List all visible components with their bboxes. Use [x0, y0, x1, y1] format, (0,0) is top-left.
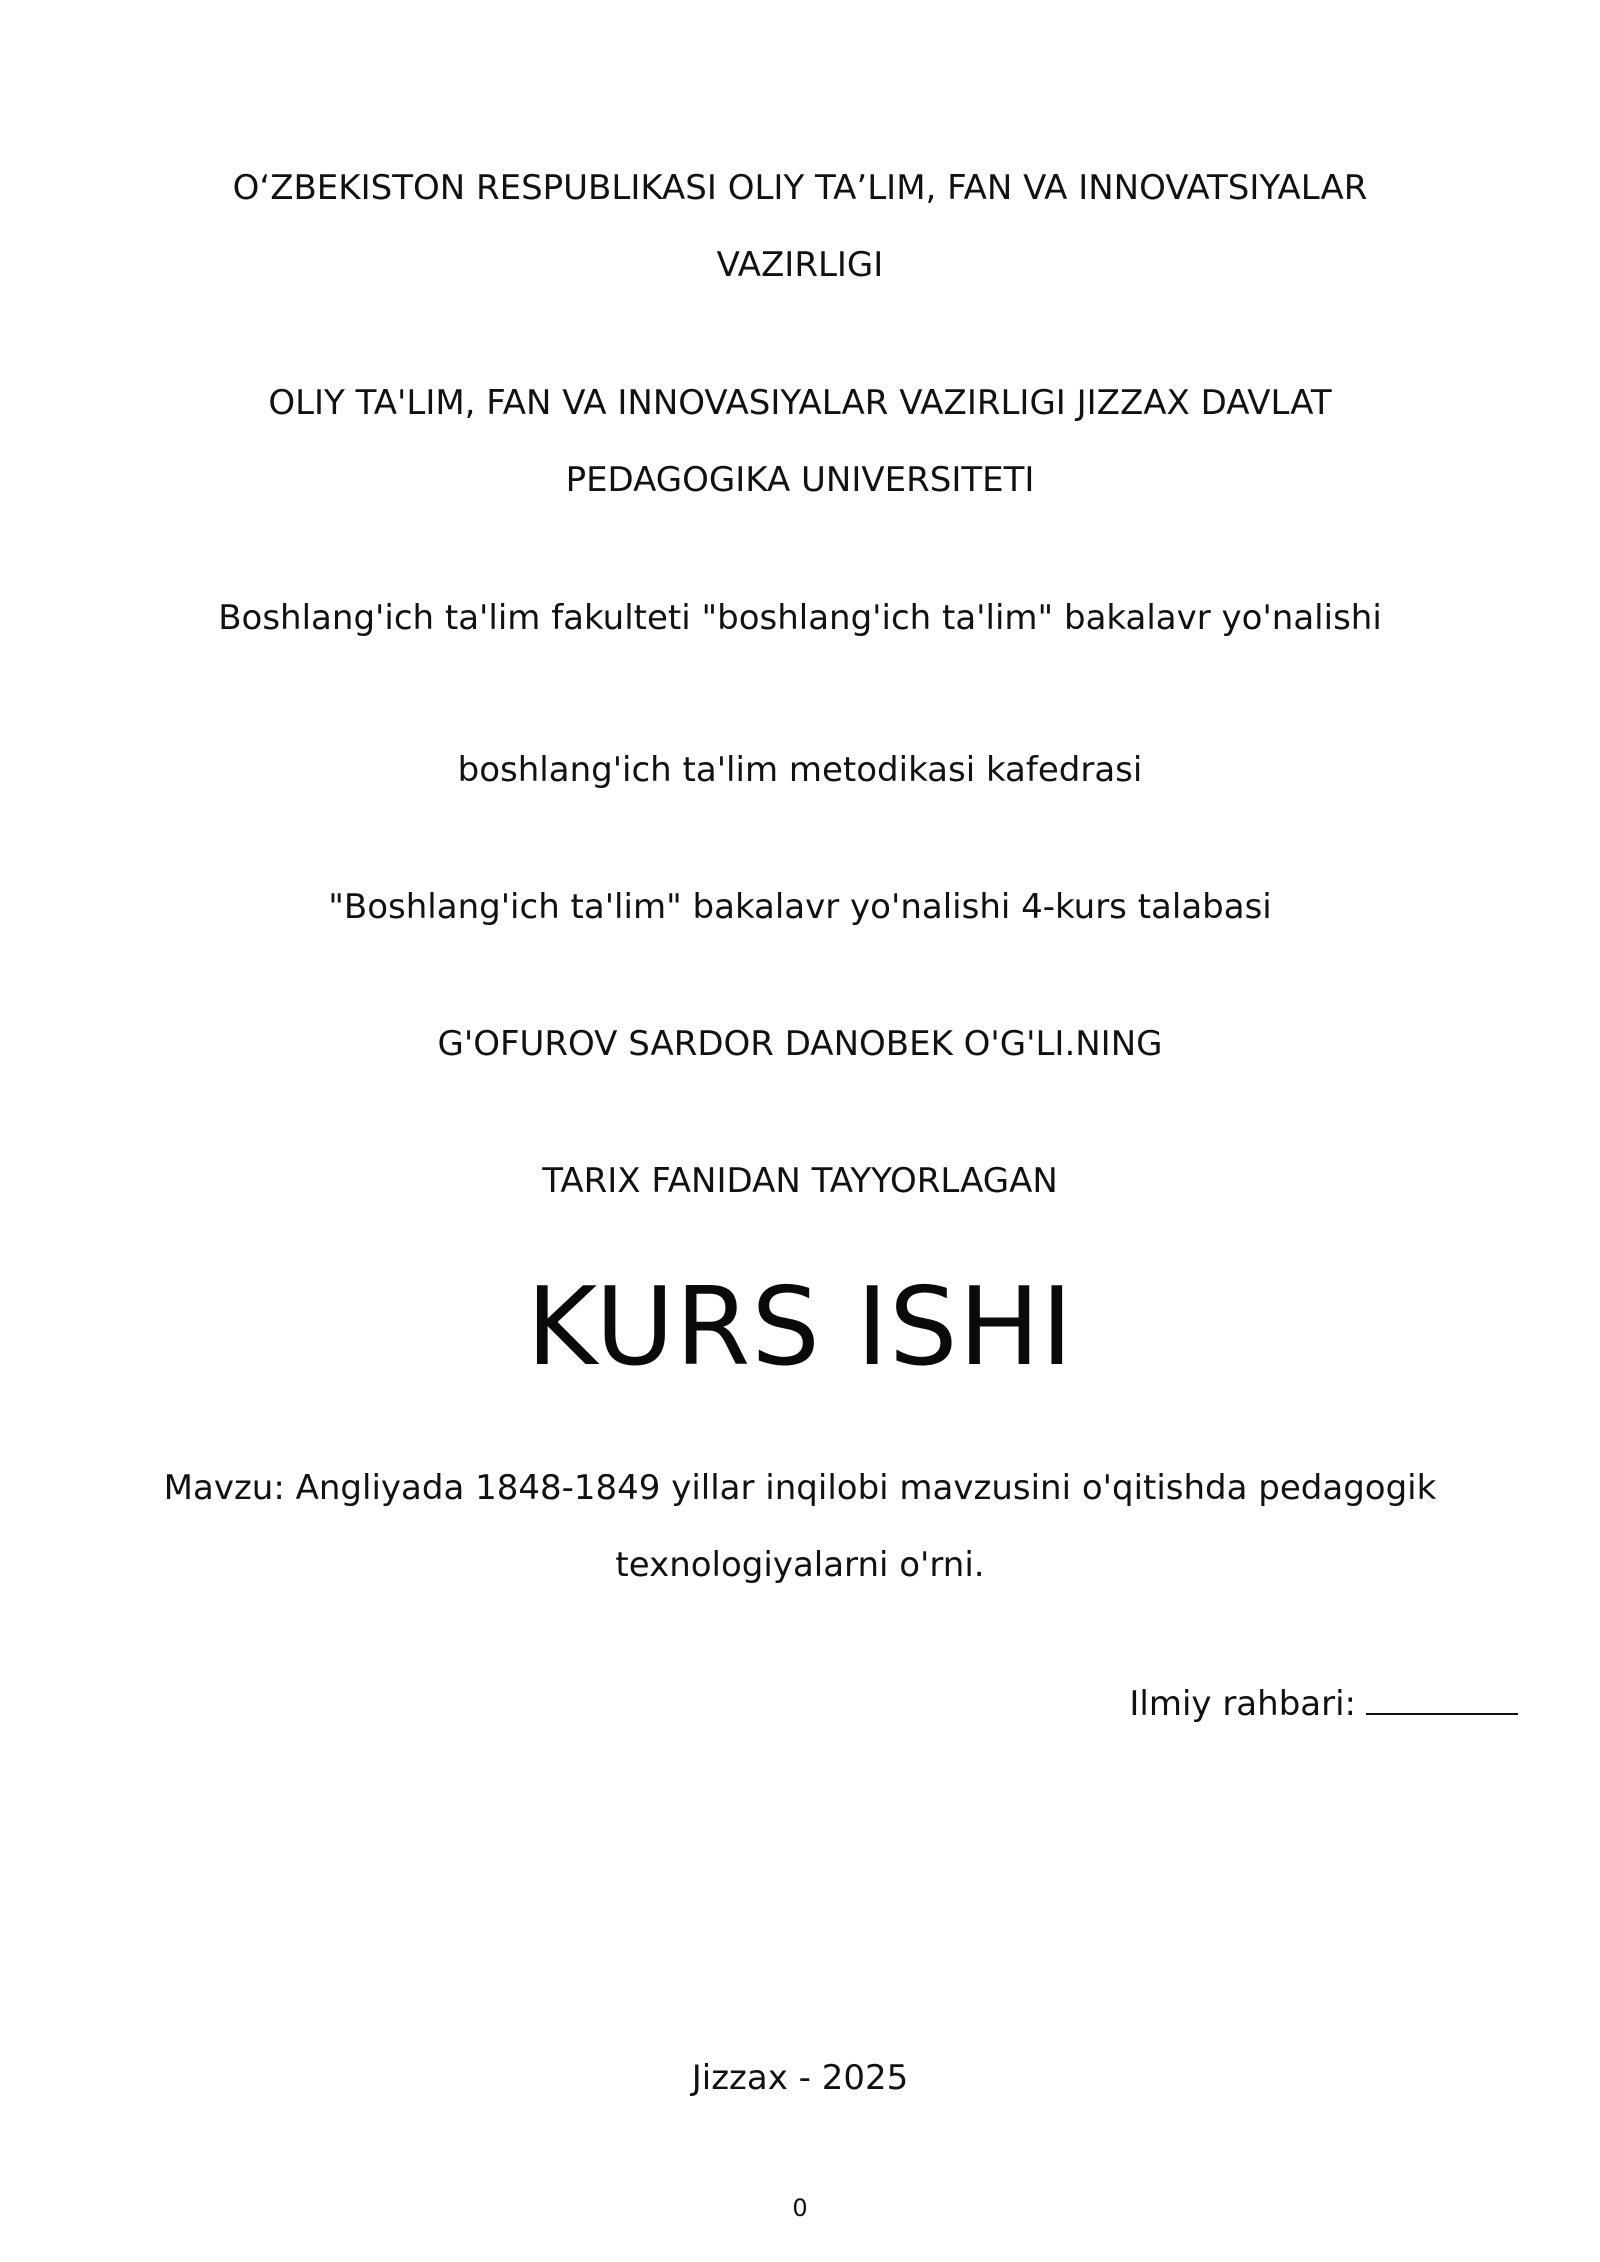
university-heading-line-2: PEDAGOGIKA UNIVERSITETI — [565, 460, 1035, 500]
subject-line: TARIX FANIDAN TAYYORLAGAN — [542, 1161, 1058, 1201]
department-line: boshlang'ich ta'lim metodikasi kafedrasi — [457, 750, 1143, 790]
ministry-heading-line-1: O‘ZBEKISTON RESPUBLIKASI OLIY TA’LIM, FAN VA INNOVATSIYALAR — [232, 168, 1368, 208]
student-name: G'OFUROV SARDOR DANOBEK O'G'LI.NING — [437, 1024, 1163, 1064]
city-year: Jizzax - 2025 — [691, 2058, 909, 2098]
ministry-heading-line-2: VAZIRLIGI — [716, 245, 884, 285]
document-title: KURS ISHI — [526, 1265, 1074, 1390]
topic-line-2: texnologiyalarni o'rni. — [615, 1545, 985, 1585]
university-heading-line-1: OLIY TA'LIM, FAN VA INNOVASIYALAR VAZIRLIGI JIZZAX DAVLAT — [268, 383, 1332, 423]
faculty-line: Boshlang'ich ta'lim fakulteti "boshlang'ich ta'lim" bakalavr yo'nalishi — [218, 598, 1382, 638]
supervisor-label: Ilmiy rahbari: — [1129, 1684, 1356, 1724]
supervisor-blank-line — [1366, 1683, 1518, 1715]
supervisor-field — [1129, 1683, 1518, 1724]
student-info-line: "Boshlang'ich ta'lim" bakalavr yo'nalishi 4-kurs talabasi — [328, 887, 1272, 927]
page-number: 0 — [792, 2194, 808, 2222]
topic-line-1: Mavzu: Angliyada 1848-1849 yillar inqilobi mavzusini o'qitishda pedagogik — [163, 1468, 1437, 1508]
